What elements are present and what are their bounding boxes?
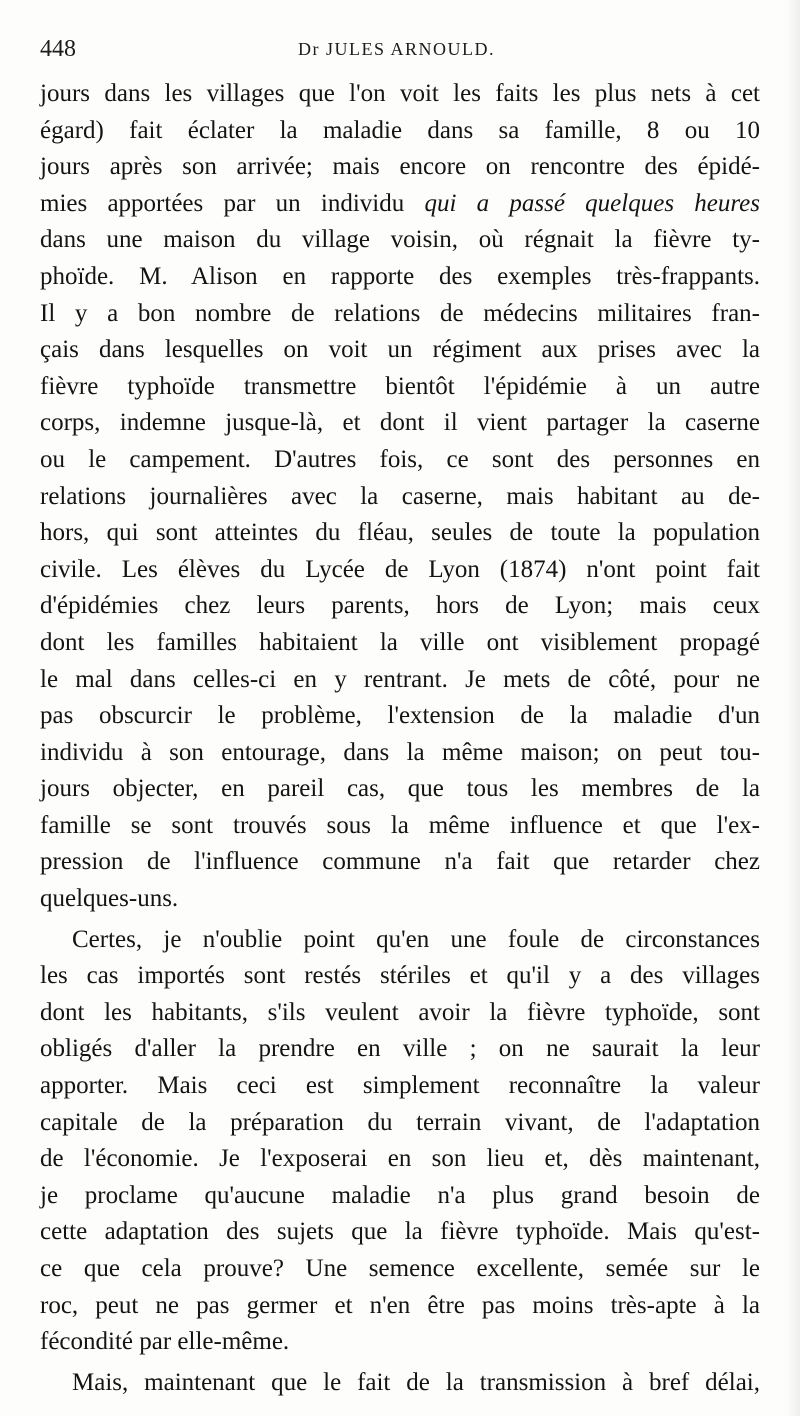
text-line: apporter. Mais ceci est simplement reconnaître la valeur [40, 1072, 760, 1100]
page-number: 448 [40, 36, 76, 62]
text-line: pas obscurcir le problème, l'extension de la maladie d'un [40, 702, 760, 730]
text-line-with-italic [40, 186, 760, 223]
text-line: les cas importés sont restés stériles et qu'il y a des villages [40, 962, 760, 990]
text-line: ce que cela prouve? Une semence excellente, semée sur le [40, 1255, 760, 1282]
paragraph-end-line: fécondité par elle-même. [40, 1328, 290, 1356]
text-line: roc, peut ne pas germer et n'en être pas moins très-apte à la [40, 1291, 760, 1319]
text-line: civile. Les élèves du Lycée de Lyon (1874) n'ont point fait [40, 555, 760, 583]
running-head-author: Dr JULES ARNOULD. [298, 39, 496, 59]
text-line: phoïde. M. Alison en rapporte des exemples très-frappants. [40, 262, 760, 290]
text-line: égard) fait éclater la maladie dans sa famille, 8 ou 10 [40, 116, 760, 144]
text-line: de l'économie. Je l'exposerai en son lieu et, dès maintenant, [40, 1145, 760, 1173]
text-line: jours dans les villages que l'on voit les faits les plus nets à cet [40, 80, 760, 107]
text-line: Il y a bon nombre de relations de médecins militaires fran- [40, 299, 760, 327]
text-line: le mal dans celles-ci en y rentrant. Je mets de côté, pour ne [40, 665, 760, 693]
text-line: relations journalières avec la caserne, mais habitant au de- [40, 482, 760, 510]
text-line: capitale de la préparation du terrain vivant, de l'adaptation [40, 1108, 760, 1136]
paragraph-start-line: Mais, maintenant que le fait de la transmission à bref délai, [72, 1368, 760, 1396]
text-line: dont les familles habitaient la ville ont visiblement propagé [40, 628, 760, 656]
text-line: jours après son arrivée; mais encore on rencontre des épidé- [40, 153, 760, 181]
text-line: fièvre typhoïde transmettre bientôt l'épidémie à un autre [40, 372, 760, 400]
text-line: jours objecter, en pareil cas, que tous les membres de la [40, 775, 760, 803]
text-line: d'épidémies chez leurs parents, hors de Lyon; mais ceux [40, 592, 760, 620]
text-line: famille se sont trouvés sous la même influence et que l'ex- [40, 811, 760, 839]
paragraph-end-line: quelques-uns. [40, 885, 179, 913]
paragraph-start-line: Certes, je n'oublie point qu'en une foule de circonstances [72, 925, 760, 953]
text-line: pression de l'influence commune n'a fait que retarder chez [40, 848, 760, 876]
text-line: dont les habitants, s'ils veulent avoir la fièvre typhoïde, sont [40, 998, 760, 1026]
text-line: obligés d'aller la prendre en ville ; on ne saurait la leur [40, 1035, 760, 1063]
text-line: ou le campement. D'autres fois, ce sont des personnes en [40, 445, 760, 473]
text-line: corps, indemne jusque-là, et dont il vient partager la caserne [40, 409, 760, 437]
text-line: dans une maison du village voisin, où régnait la fièvre ty- [40, 226, 760, 254]
italic-phrase: qui a passé quelques heures [424, 189, 761, 217]
text-line: individu à son entourage, dans la même maison; on peut tou- [40, 738, 760, 766]
text-line: çais dans lesquelles on voit un régiment aux prises avec la [40, 336, 760, 364]
body-text [40, 76, 760, 1401]
running-head [40, 36, 760, 66]
text-segment: mies apportées par un individu [40, 189, 425, 217]
text-line: cette adaptation des sujets que la fièvre typhoïde. Mais qu'est- [40, 1218, 760, 1246]
text-line: hors, qui sont atteintes du fléau, seules de toute la population [40, 519, 760, 547]
text-line: je proclame qu'aucune maladie n'a plus grand besoin de [40, 1181, 760, 1209]
